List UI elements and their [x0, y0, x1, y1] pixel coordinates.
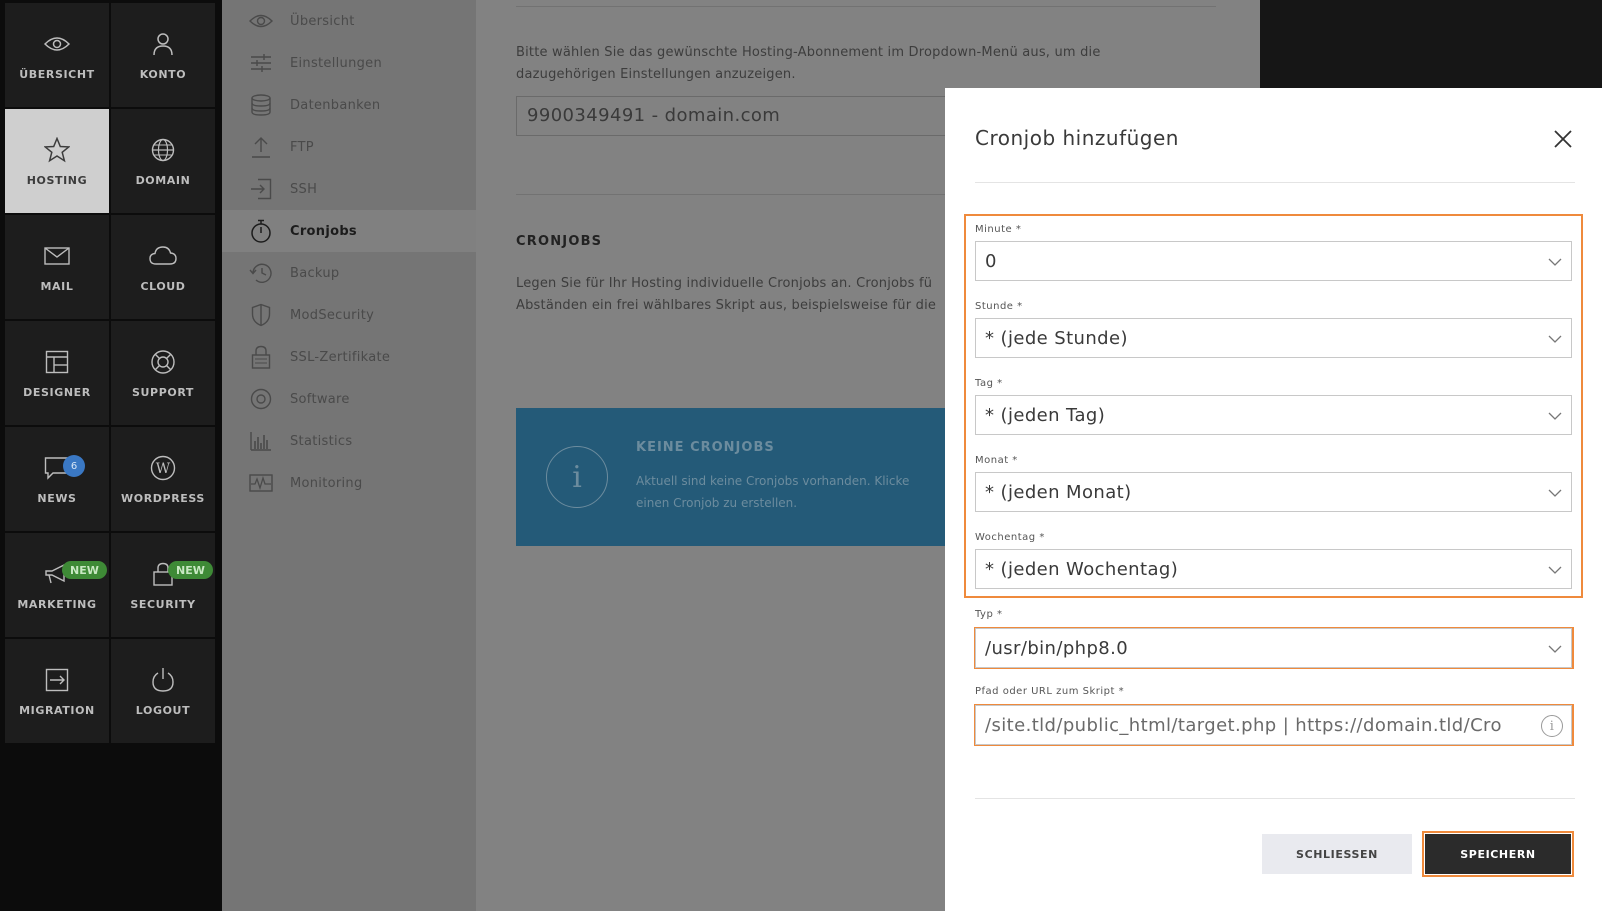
script-path-placeholder: /site.tld/public_html/target.php | https://domain.tld/Cro: [985, 714, 1502, 736]
mail-icon: [43, 242, 71, 270]
modal-title: Cronjob hinzufügen: [975, 126, 1179, 150]
close-button[interactable]: SCHLIESSEN: [1262, 834, 1412, 874]
chevron-down-icon: [1547, 408, 1563, 424]
tile-label: MARKETING: [17, 597, 97, 611]
intro-line: Bitte wählen Sie das gewünschte Hosting-Abonnement im Dropdown-Menü aus, um die: [516, 45, 1101, 60]
subnav-item-software[interactable]: [222, 378, 476, 420]
subnav-item-ssl-zertifikate[interactable]: [222, 336, 476, 378]
tile-label: HOSTING: [26, 173, 88, 187]
stunde-value: * (jede Stunde): [985, 327, 1128, 349]
wochentag-value: * (jeden Wochentag): [985, 558, 1179, 580]
tile-label: MIGRATION: [19, 703, 95, 717]
section-line: Legen Sie für Ihr Hosting individuelle Cronjobs an. Cronjobs fü: [516, 276, 933, 291]
add-cronjob-modal: [945, 88, 1602, 911]
wochentag-label: Wochentag *: [975, 532, 1045, 543]
tile-label: SECURITY: [130, 597, 196, 611]
tile-support[interactable]: [111, 321, 215, 425]
login-icon: [248, 176, 274, 202]
subnav-item-statistics[interactable]: [222, 420, 476, 462]
chevron-down-icon: [1547, 331, 1563, 347]
pulse-icon: [248, 470, 274, 496]
tile-uebersicht[interactable]: [5, 3, 109, 107]
bar-chart-icon: [248, 428, 274, 454]
subnav-item-monitoring[interactable]: [222, 462, 476, 504]
main-tile-navigation: [0, 0, 226, 911]
tile-domain[interactable]: [111, 109, 215, 213]
eye-icon: [248, 8, 274, 34]
tile-label: CLOUD: [140, 279, 186, 293]
tile-wordpress[interactable]: [111, 427, 215, 531]
minute-value: 0: [985, 250, 997, 272]
divider: [516, 6, 1216, 7]
subscription-select[interactable]: 9900349491 - domain.com: [516, 96, 1016, 136]
new-badge: NEW: [168, 561, 213, 579]
tile-mail[interactable]: [5, 215, 109, 319]
subnav-label: FTP: [290, 139, 314, 155]
chevron-down-icon: [1547, 641, 1563, 657]
chevron-down-icon: [1547, 562, 1563, 578]
tag-value: * (jeden Tag): [985, 404, 1106, 426]
disc-icon: [248, 386, 274, 412]
notice-line: einen Cronjob zu erstellen.: [636, 496, 798, 510]
tile-logout[interactable]: [111, 639, 215, 743]
tile-label: KONTO: [139, 67, 187, 81]
chevron-down-icon: [1547, 485, 1563, 501]
shield-icon: [248, 302, 274, 328]
upload-icon: [248, 134, 274, 160]
tile-news[interactable]: [5, 427, 109, 531]
database-icon: [248, 92, 274, 118]
info-icon[interactable]: i: [1541, 715, 1563, 737]
power-icon: [149, 666, 177, 694]
tile-label: ÜBERSICHT: [19, 67, 95, 81]
typ-label: Typ *: [975, 609, 1003, 620]
subnav-label: Monitoring: [290, 475, 363, 491]
tile-label: DESIGNER: [23, 385, 91, 399]
tile-cloud[interactable]: [111, 215, 215, 319]
empty-state-notice: [516, 408, 976, 546]
cloud-icon: [149, 242, 177, 270]
notice-line: Aktuell sind keine Cronjobs vorhanden. Klicke: [636, 474, 910, 488]
stunde-label: Stunde *: [975, 301, 1023, 312]
tile-marketing[interactable]: [5, 533, 109, 637]
subnav-item-uebersicht[interactable]: [222, 0, 476, 42]
tile-designer[interactable]: [5, 321, 109, 425]
wordpress-icon: [149, 454, 177, 482]
subnav-label: Software: [290, 391, 350, 407]
subnav-item-einstellungen[interactable]: [222, 42, 476, 84]
user-icon: [149, 30, 177, 58]
pfad-label: Pfad oder URL zum Skript *: [975, 686, 1125, 697]
monat-label: Monat *: [975, 455, 1018, 466]
notice-text: [636, 470, 956, 514]
subnav-label: Backup: [290, 265, 340, 281]
subnav-item-backup[interactable]: [222, 252, 476, 294]
tile-label: MAIL: [40, 279, 74, 293]
tag-select[interactable]: [975, 395, 1572, 435]
globe-icon: [149, 136, 177, 164]
news-count-badge: 6: [63, 455, 85, 477]
notice-title: KEINE CRONJOBS: [636, 440, 775, 455]
subnav-item-datenbanken[interactable]: [222, 84, 476, 126]
lifebuoy-icon: [149, 348, 177, 376]
tile-security[interactable]: [111, 533, 215, 637]
padlock-icon: [248, 344, 274, 370]
tile-label: SUPPORT: [131, 385, 194, 399]
script-path-input[interactable]: [975, 705, 1572, 745]
subnav-item-modsecurity[interactable]: [222, 294, 476, 336]
subnav-label: SSL-Zertifikate: [290, 349, 391, 365]
save-button[interactable]: SPEICHERN: [1425, 834, 1571, 874]
typ-value: /usr/bin/php8.0: [985, 637, 1129, 659]
hosting-subnavigation: [222, 0, 476, 911]
minute-select[interactable]: [975, 241, 1572, 281]
section-description: [516, 273, 976, 317]
divider: [975, 182, 1575, 183]
chevron-down-icon: [1547, 254, 1563, 270]
subnav-label: Einstellungen: [290, 55, 383, 71]
wochentag-select[interactable]: [975, 549, 1572, 589]
intro-text: [516, 42, 1176, 86]
subnav-label: SSH: [290, 181, 318, 197]
subnav-item-cronjobs[interactable]: [222, 210, 476, 252]
subnav-label: Statistics: [290, 433, 353, 449]
layout-icon: [43, 348, 71, 376]
new-badge: NEW: [62, 561, 107, 579]
subnav-label: Übersicht: [290, 13, 355, 29]
subnav-label: Cronjobs: [290, 223, 357, 239]
subnav-label: ModSecurity: [290, 307, 375, 323]
monat-select[interactable]: [975, 472, 1572, 512]
section-title: CRONJOBS: [516, 234, 603, 249]
tile-hosting[interactable]: [5, 109, 109, 213]
info-icon: i: [546, 446, 608, 508]
tile-label: DOMAIN: [135, 173, 191, 187]
intro-line: dazugehörigen Einstellungen anzuzeigen.: [516, 67, 796, 82]
close-icon[interactable]: [1552, 128, 1574, 150]
subnav-item-ftp[interactable]: [222, 126, 476, 168]
stopwatch-icon: [248, 218, 274, 244]
monat-value: * (jeden Monat): [985, 481, 1132, 503]
migration-icon: [43, 666, 71, 694]
section-line: Abständen ein frei wählbares Skript aus, beispielsweise für die: [516, 298, 937, 313]
minute-label: Minute *: [975, 224, 1022, 235]
typ-select[interactable]: [975, 628, 1572, 668]
subnav-item-ssh[interactable]: [222, 168, 476, 210]
tile-konto[interactable]: [111, 3, 215, 107]
history-icon: [248, 260, 274, 286]
tag-label: Tag *: [975, 378, 1003, 389]
svg-text:W: W: [155, 460, 171, 477]
tile-label: LOGOUT: [135, 703, 191, 717]
tile-label: WORDPRESS: [121, 491, 205, 505]
stunde-select[interactable]: [975, 318, 1572, 358]
star-icon: [43, 136, 71, 164]
eye-icon: [43, 30, 71, 58]
sliders-icon: [248, 50, 274, 76]
divider: [975, 798, 1575, 799]
tile-label: NEWS: [37, 491, 77, 505]
subnav-label: Datenbanken: [290, 97, 381, 113]
tile-migration[interactable]: [5, 639, 109, 743]
